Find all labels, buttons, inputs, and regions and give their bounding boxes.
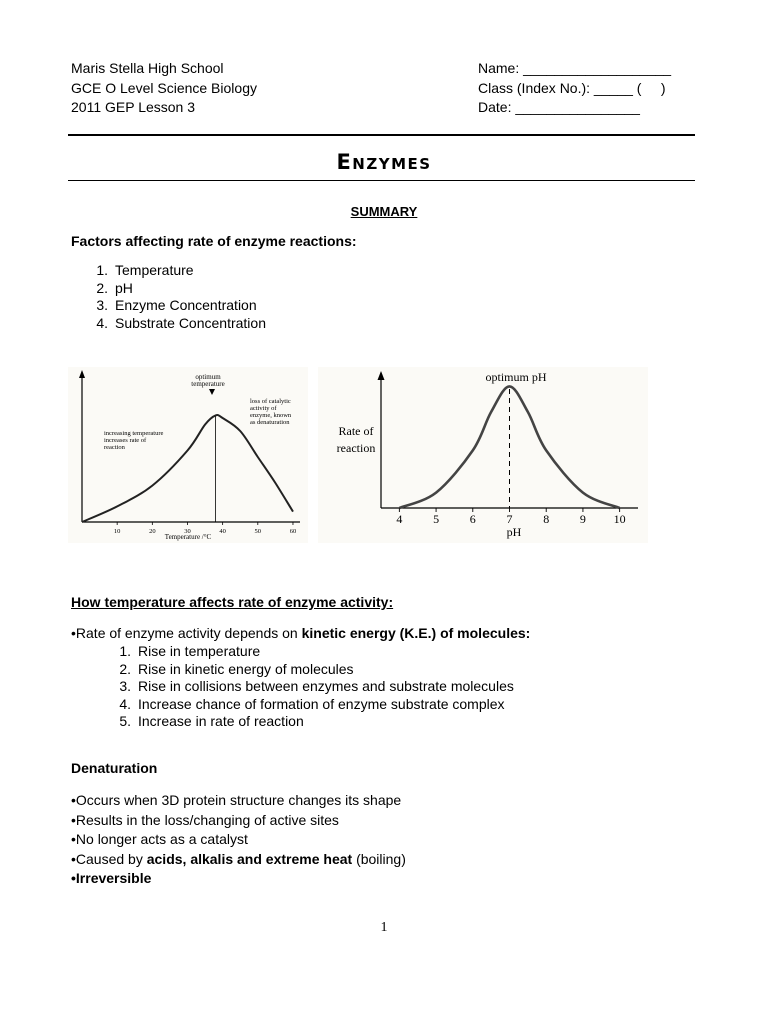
x-tick-label: 30 (184, 528, 191, 535)
x-tick-label: 4 (396, 512, 403, 526)
x-tick-label: 10 (113, 528, 121, 535)
denaturation-heading: Denaturation (71, 760, 158, 776)
x-tick-label: 8 (543, 512, 550, 526)
name-field: Name: ___________________ (478, 60, 672, 76)
course-name: GCE O Level Science Biology (71, 80, 257, 96)
list-item: 1. Temperature (96, 262, 194, 278)
list-item: •Irreversible (71, 870, 152, 886)
class-field: Class (Index No.): _____ ( ) (478, 80, 666, 96)
list-item: 4. Substrate Concentration (96, 314, 266, 331)
x-axis-label: Temperature /°C (164, 533, 212, 541)
x-tick-label: 5 (433, 512, 440, 526)
school-name: Maris Stella High School (71, 60, 224, 76)
optimum-label: optimum temperature (191, 373, 225, 388)
chart-background (318, 367, 648, 543)
optimum-label: optimum pH (485, 370, 547, 384)
list-item: 3. Enzyme Concentration (96, 297, 257, 313)
x-tick-label: 10 (613, 512, 626, 526)
list-item: 2. Rise in kinetic energy of molecules (119, 660, 354, 677)
annotation-falling: loss of catalytic activity of enzyme, known as denaturation (250, 398, 292, 426)
x-tick-label: 50 (254, 528, 262, 535)
temperature-steps (107, 643, 514, 731)
denaturation-bullets (71, 791, 406, 889)
header-rule-bottom (68, 180, 695, 181)
temperature-heading: How temperature affects rate of enzyme activity: (71, 594, 394, 610)
x-tick-label: 7 (506, 512, 513, 526)
summary-heading: SUMMARY (350, 204, 418, 219)
date-field: Date: ________________ (478, 99, 640, 115)
list-item: •No longer acts as a catalyst (71, 831, 248, 847)
temperature-intro: •Rate of enzyme activity depends on kinetic energy (K.E.) of molecules: (71, 625, 531, 641)
page-number: 1 (380, 920, 388, 935)
list-item: 1. Rise in temperature (119, 643, 261, 659)
list-item: 3. Rise in collisions between enzymes and substrate molecules (119, 678, 514, 694)
factors-heading: Factors affecting rate of enzyme reactions: (71, 233, 357, 249)
header-rule-top (68, 134, 695, 136)
x-tick-label: 20 (149, 528, 156, 535)
factors-list (84, 262, 266, 332)
x-tick-label: 6 (469, 512, 476, 526)
list-item: 4. Increase chance of formation of enzyme substrate complex (119, 695, 505, 712)
list-item: 2. pH (96, 279, 133, 296)
y-axis-label: Rate of reaction (336, 424, 376, 455)
x-tick-label: 60 (289, 528, 297, 535)
page-title: Enzymes (336, 150, 432, 174)
x-tick-label: 9 (579, 512, 586, 526)
chart-background (68, 367, 308, 543)
list-item: 5. Increase in rate of reaction (119, 713, 304, 729)
list-item: •Results in the loss/changing of active sites (71, 811, 339, 828)
x-axis-label: pH (506, 525, 522, 539)
list-item: •Caused by acids, alkalis and extreme heat (boiling) (71, 850, 406, 867)
x-tick-label: 40 (219, 528, 226, 535)
temperature-chart (68, 367, 308, 543)
annotation-rising: increasing temperature increases rate of reaction (104, 430, 164, 451)
lesson-name: 2011 GEP Lesson 3 (71, 99, 196, 115)
list-item: •Occurs when 3D protein structure changes its shape (71, 792, 402, 808)
ph-chart (318, 367, 648, 543)
